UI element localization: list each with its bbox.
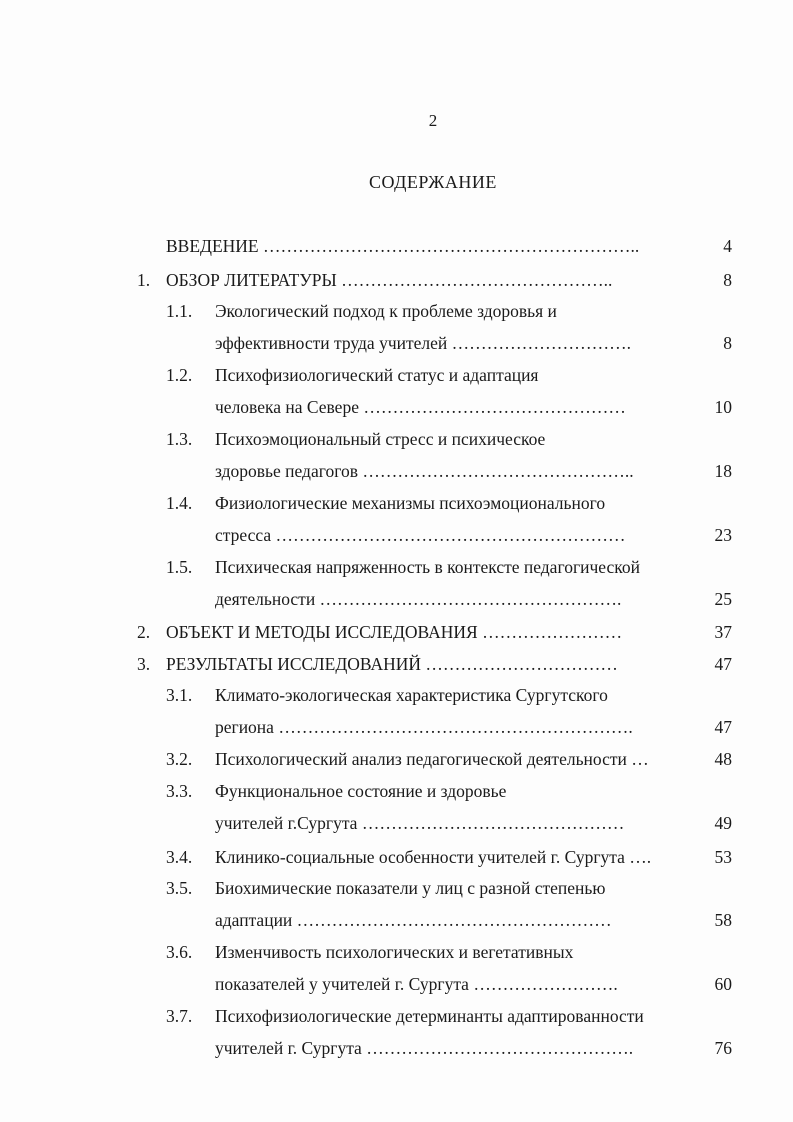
toc-entry-number: 1.5. xyxy=(166,557,193,577)
toc-entry-number: 1.4. xyxy=(166,493,193,513)
toc-entry-title: Физиологические механизмы психоэмоционального xyxy=(215,493,606,513)
toc-entry-title: Изменчивость психологических и вегетативных xyxy=(215,942,574,962)
toc-entry-page: 60 xyxy=(714,974,732,994)
toc-entry-number: 3.5. xyxy=(166,878,193,898)
toc-entry-title: эффективности труда учителей …………………………. xyxy=(215,333,632,353)
toc-entry-page: 8 xyxy=(723,270,732,290)
toc-entry-number: 3.6. xyxy=(166,942,193,962)
toc-entry-title: стресса …………………………………………………… xyxy=(215,525,626,545)
toc-entry-title: ОБЪЕКТ И МЕТОДЫ ИССЛЕДОВАНИЯ …………………… xyxy=(166,622,623,642)
toc-entry-page: 25 xyxy=(714,589,732,609)
toc-entry-title: деятельности ……………………………………………. xyxy=(215,589,622,609)
toc-entry-title: человека на Севере ……………………………………… xyxy=(215,397,626,417)
toc-entry-number: 3. xyxy=(137,654,151,674)
toc-entry-title: учителей г.Сургута ……………………………………… xyxy=(215,813,625,833)
toc-entry-title: Психофизиологические детерминанты адаптированности xyxy=(215,1006,644,1026)
toc-entry-title: Психологический анализ педагогической деятельности … xyxy=(215,749,649,769)
toc-entry-title: Функциональное состояние и здоровье xyxy=(215,781,507,801)
toc-entry-number: 1.3. xyxy=(166,429,193,449)
toc-entry-number: 1. xyxy=(137,270,151,290)
toc-entry-number: 1.2. xyxy=(166,365,193,385)
toc-entry-page: 47 xyxy=(714,717,732,737)
toc-entry-page: 53 xyxy=(714,847,732,867)
toc-entry-page: 76 xyxy=(714,1038,732,1058)
toc-entry-number: 3.1. xyxy=(166,685,193,705)
toc-entry-title: адаптации ……………………………………………… xyxy=(215,910,612,930)
toc-entry-title: Психоэмоциональный стресс и психическое xyxy=(215,429,546,449)
toc-entry-title: Психофизиологический статус и адаптация xyxy=(215,365,539,385)
toc-entry-page: 48 xyxy=(714,749,732,769)
toc-entry-title: Климато-экологическая характеристика Сургутского xyxy=(215,685,608,705)
toc-entry-number: 3.4. xyxy=(166,847,193,867)
toc-entry-title: ОБЗОР ЛИТЕРАТУРЫ ……………………………………….. xyxy=(166,270,613,290)
toc-entry-page: 4 xyxy=(723,236,732,256)
toc-entry-title: Биохимические показатели у лиц с разной степенью xyxy=(215,878,606,898)
toc-entry-title: РЕЗУЛЬТАТЫ ИССЛЕДОВАНИЙ …………………………… xyxy=(166,654,618,674)
toc-entry-title: учителей г. Сургута ………………………………………. xyxy=(215,1038,634,1058)
toc-entry-title: ВВЕДЕНИЕ ……………………………………………………….. xyxy=(166,236,640,256)
toc-entry-number: 1.1. xyxy=(166,301,193,321)
toc-entry-page: 47 xyxy=(714,654,732,674)
toc-entry-page: 8 xyxy=(723,333,732,353)
toc-entry-title: региона ……………………………………………………. xyxy=(215,717,633,737)
toc-entry-number: 3.3. xyxy=(166,781,193,801)
toc-entry-page: 23 xyxy=(714,525,732,545)
page-title: СОДЕРЖАНИЕ xyxy=(369,172,497,192)
toc-entry-page: 10 xyxy=(714,397,732,417)
toc-entry-page: 18 xyxy=(714,461,732,481)
toc-entry-page: 37 xyxy=(714,622,732,642)
toc-entry-page: 49 xyxy=(714,813,732,833)
toc-entry-title: Экологический подход к проблеме здоровья и xyxy=(215,301,557,321)
toc-entry-number: 2. xyxy=(137,622,151,642)
toc-entry-title: здоровье педагогов ……………………………………….. xyxy=(215,461,634,481)
toc-entry-title: показателей у учителей г. Сургута ……………………. xyxy=(215,974,618,994)
toc-entry-number: 3.2. xyxy=(166,749,193,769)
toc-entry-title: Психическая напряженность в контексте педагогической xyxy=(215,557,640,577)
toc-entry-number: 3.7. xyxy=(166,1006,193,1026)
toc-entry-title: Клинико-социальные особенности учителей г. Сургута …. xyxy=(215,847,652,867)
page-number: 2 xyxy=(428,111,438,130)
toc-entry-page: 58 xyxy=(714,910,732,930)
